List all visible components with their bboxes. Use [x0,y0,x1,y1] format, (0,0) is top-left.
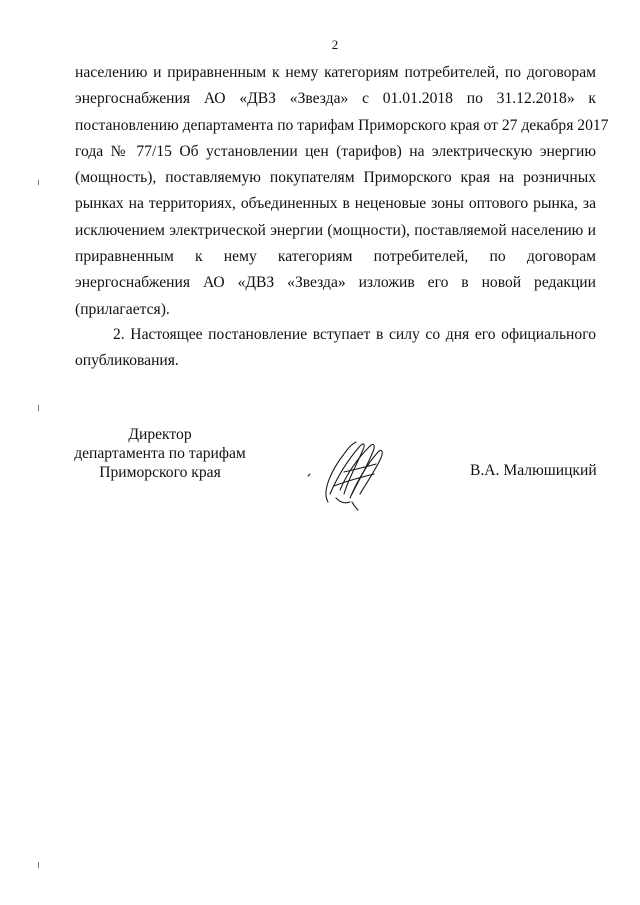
text-line: опубликования. [75,352,179,370]
text-line: (мощность), поставляемую покупателям Приморского края на розничных [75,169,596,187]
text-line: (прилагается). [75,300,170,318]
title-line: Директор [128,426,192,443]
title-line: Приморского края [99,464,221,481]
scan-mark [38,180,39,185]
text-line: рынках на территориях, объединенных в неценовые зоны оптового рынка, за [75,195,596,213]
text-line: энергоснабжения АО «ДВЗ «Звезда» с 01.01.2018 по 31.12.2018» к [75,90,596,108]
text-line: исключением электрической энергии (мощности), поставляемой населению и [75,221,596,239]
page-number: 2 [331,37,339,52]
signer-name: В.А. Малюшицкий [470,462,597,479]
text-line: энергоснабжения АО «ДВЗ «Звезда» изложив его в новой редакции [75,274,596,292]
title-line: департамента по тарифам [74,445,246,462]
text-line: года № 77/15 Об установлении цен (тарифов) на электрическую энергию [75,142,596,160]
paragraph-2 [75,322,596,375]
text-line: 2. Настоящее постановление вступает в силу со дня его официального [113,326,596,343]
text-line: населению и приравненным к нему категориям потребителей, по договорам [75,64,596,81]
scan-mark [38,405,39,411]
text-line: постановлению департамента по тарифам Приморского края от 27 декабря 2017 [75,116,609,134]
scan-mark [38,862,39,868]
handwritten-signature [300,432,390,512]
text-line: приравненным к нему категориям потребителей, по договорам [75,248,596,266]
signatory-title [60,425,260,482]
paragraph-1 [75,60,609,323]
